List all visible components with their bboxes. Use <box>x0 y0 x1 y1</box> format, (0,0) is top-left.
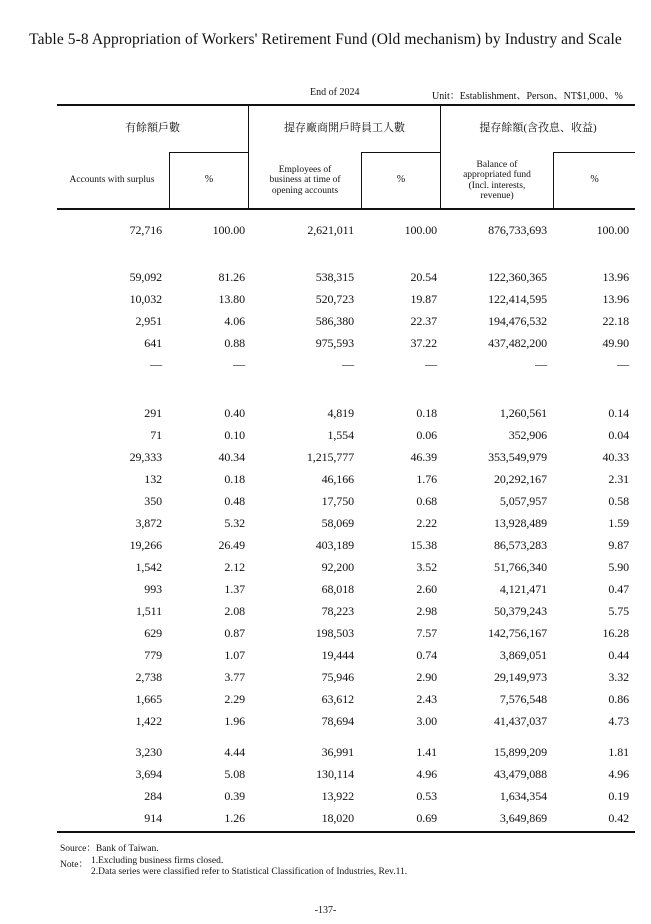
table-row <box>0 291 651 307</box>
table-cell: 3,230 <box>135 745 162 759</box>
table-cell: 3,649,869 <box>499 811 547 825</box>
table-cell: 352,906 <box>508 428 547 442</box>
table-cell: 13.80 <box>218 292 245 306</box>
table-cell: 13.96 <box>602 292 629 306</box>
table-cell: 629 <box>144 626 162 640</box>
table-cell: 0.44 <box>608 648 629 662</box>
table-cell: 4,121,471 <box>499 582 547 596</box>
table-cell: 58,069 <box>321 516 354 530</box>
table-cell: 3,694 <box>135 767 162 781</box>
table-row <box>0 335 651 351</box>
table-cell: 51,766,340 <box>493 560 547 574</box>
table-row <box>0 603 651 619</box>
table-row <box>0 427 651 443</box>
table-row <box>0 313 651 329</box>
table-cell: 0.53 <box>416 789 437 803</box>
table-cell: 538,315 <box>315 270 354 284</box>
header-percent: % <box>396 174 406 186</box>
table-cell: 41,437,037 <box>493 714 547 728</box>
table-row <box>0 537 651 553</box>
table-cell: 46,166 <box>321 472 354 486</box>
header-percent: % <box>590 174 599 186</box>
table-cell: 43,479,088 <box>493 767 547 781</box>
table-cell: 2.98 <box>416 604 437 618</box>
table-cell: 350 <box>144 494 162 508</box>
header-employees: Employees of business at time of opening accounts <box>269 164 341 196</box>
table-row <box>0 810 651 826</box>
table-cell: 86,573,283 <box>493 538 547 552</box>
table-cell: 22.18 <box>602 314 629 328</box>
table-cell: — <box>342 357 354 371</box>
table-cell: 15,899,209 <box>493 745 547 759</box>
table-cell: — <box>535 357 547 371</box>
table-cell: 36,991 <box>321 745 354 759</box>
table-cell: 1.26 <box>224 811 245 825</box>
table-cell: 284 <box>144 789 162 803</box>
table-row <box>0 559 651 575</box>
table-cell: 142,756,167 <box>488 626 547 640</box>
table-cell: 20,292,167 <box>493 472 547 486</box>
table-cell: 7,576,548 <box>499 692 547 706</box>
table-cell: — <box>150 357 162 371</box>
table-cell: — <box>425 357 437 371</box>
table-cell: 72,716 <box>129 223 162 237</box>
table-cell: 2,951 <box>135 314 162 328</box>
table-cell: 1,634,354 <box>499 789 547 803</box>
table-cell: 0.86 <box>608 692 629 706</box>
table-cell: 1.41 <box>416 745 437 759</box>
table-cell: 0.18 <box>224 472 245 486</box>
table-cell: 4.44 <box>224 745 245 759</box>
table-cell: 437,482,200 <box>488 336 547 350</box>
table-cell: 2.31 <box>608 472 629 486</box>
table-cell: 0.39 <box>224 789 245 803</box>
table-cell: 29,149,973 <box>493 670 547 684</box>
table-cell: 40.33 <box>602 450 629 464</box>
table-row <box>0 515 651 531</box>
table-cell: 291 <box>144 406 162 420</box>
table-row <box>0 713 651 729</box>
table-row <box>0 647 651 663</box>
table-cell: 20.54 <box>410 270 437 284</box>
table-cell: 1,511 <box>135 604 162 618</box>
table-cell: 4,819 <box>327 406 354 420</box>
table-row <box>0 744 651 760</box>
table-cell: 19,444 <box>321 648 354 662</box>
table-cell: 353,549,979 <box>488 450 547 464</box>
table-cell: 2.90 <box>416 670 437 684</box>
table-cell: 16.28 <box>602 626 629 640</box>
table-cell: 0.58 <box>608 494 629 508</box>
table-cell: 19,266 <box>129 538 162 552</box>
header-balance: Balance of appropriated fund (Incl. interests, revenue) <box>463 159 531 201</box>
table-cell: 1.81 <box>608 745 629 759</box>
table-cell: 100.00 <box>212 223 245 237</box>
note-line-1: 1.Excluding business firms closed. <box>91 856 224 866</box>
note-label: Note： <box>60 860 88 870</box>
table-row <box>0 788 651 804</box>
table-cell: 1.59 <box>608 516 629 530</box>
table-cell: 78,694 <box>321 714 354 728</box>
table-cell: 9.87 <box>608 538 629 552</box>
table-cell: 5.75 <box>608 604 629 618</box>
table-cell: 2.08 <box>224 604 245 618</box>
table-cell: 2.29 <box>224 692 245 706</box>
table-cell: 0.87 <box>224 626 245 640</box>
table-cell: 75,946 <box>321 670 354 684</box>
table-cell: 63,612 <box>321 692 354 706</box>
table-cell: 779 <box>144 648 162 662</box>
table-row <box>0 691 651 707</box>
table-cell: 13,922 <box>321 789 354 803</box>
table-cell: 0.47 <box>608 582 629 596</box>
table-cell: 2,621,011 <box>307 223 354 237</box>
table-cell: 0.88 <box>224 336 245 350</box>
table-cell: 876,733,693 <box>488 223 547 237</box>
page-number: -137- <box>314 905 337 916</box>
table-cell: 26.49 <box>218 538 245 552</box>
table-cell: 5.08 <box>224 767 245 781</box>
table-cell: 22.37 <box>410 314 437 328</box>
table-row <box>0 449 651 465</box>
table-row <box>0 493 651 509</box>
table-cell: 1,422 <box>135 714 162 728</box>
table-row <box>0 405 651 421</box>
header-accounts-with-surplus: Accounts with surplus <box>69 175 155 186</box>
table-cell: 0.68 <box>416 494 437 508</box>
table-cell: 100.00 <box>596 223 629 237</box>
table-cell: 586,380 <box>315 314 354 328</box>
table-cell: 71 <box>150 428 162 442</box>
table-cell: 4.96 <box>416 767 437 781</box>
table-cell: 13.96 <box>602 270 629 284</box>
table-cell: 403,189 <box>315 538 354 552</box>
table-cell: 100.00 <box>404 223 437 237</box>
table-cell: 5,057,957 <box>499 494 547 508</box>
table-cell: 2.60 <box>416 582 437 596</box>
table-cell: 59,092 <box>129 270 162 284</box>
table-cell: — <box>233 357 245 371</box>
table-cell: 0.19 <box>608 789 629 803</box>
table-cell: 2,738 <box>135 670 162 684</box>
table-cell: 132 <box>144 472 162 486</box>
table-cell: 81.26 <box>218 270 245 284</box>
table-cell: 0.10 <box>224 428 245 442</box>
table-cell: 1.96 <box>224 714 245 728</box>
header-group-balance: 提存餘額(含孜息、收益) <box>479 121 597 134</box>
table-cell: 2.43 <box>416 692 437 706</box>
table-cell: 0.14 <box>608 406 629 420</box>
table-row <box>0 269 651 285</box>
table-cell: 0.06 <box>416 428 437 442</box>
table-title: Table 5-8 Appropriation of Workers' Retirement Fund (Old mechanism) by Industry and Scale <box>29 31 622 48</box>
table-cell: 1,542 <box>135 560 162 574</box>
source-note: Source：Bank of Taiwan. <box>60 844 159 854</box>
table-row <box>0 356 651 372</box>
header-percent: % <box>204 174 214 186</box>
table-cell: 1,215,777 <box>306 450 354 464</box>
table-cell: 3.32 <box>608 670 629 684</box>
reference-date: End of 2024 <box>310 87 360 98</box>
table-cell: 15.38 <box>410 538 437 552</box>
table-row <box>0 669 651 685</box>
table-cell: 19.87 <box>410 292 437 306</box>
table-row <box>0 766 651 782</box>
unit-note: Unit：Establishment、Person、NT$1,000、% <box>432 91 623 102</box>
table-row <box>0 222 651 238</box>
table-cell: 0.40 <box>224 406 245 420</box>
table-cell: 46.39 <box>410 450 437 464</box>
table-cell: 1,665 <box>135 692 162 706</box>
table-cell: 5.90 <box>608 560 629 574</box>
table-cell: 520,723 <box>315 292 354 306</box>
table-cell: 10,032 <box>129 292 162 306</box>
table-cell: 198,503 <box>315 626 354 640</box>
table-row <box>0 625 651 641</box>
table-cell: 4.73 <box>608 714 629 728</box>
table-cell: 78,223 <box>321 604 354 618</box>
table-cell: 49.90 <box>602 336 629 350</box>
table-cell: 3,872 <box>135 516 162 530</box>
table-cell: 1.37 <box>224 582 245 596</box>
table-cell: 40.34 <box>218 450 245 464</box>
table-cell: 13,928,489 <box>493 516 547 530</box>
table-cell: 3.77 <box>224 670 245 684</box>
table-cell: 3.00 <box>416 714 437 728</box>
table-cell: 975,593 <box>315 336 354 350</box>
table-cell: 0.48 <box>224 494 245 508</box>
table-cell: 0.42 <box>608 811 629 825</box>
table-cell: 17,750 <box>321 494 354 508</box>
table-cell: 0.04 <box>608 428 629 442</box>
table-cell: 1.07 <box>224 648 245 662</box>
table-cell: 194,476,532 <box>488 314 547 328</box>
header-group-accounts: 有餘額戶數 <box>125 121 180 134</box>
table-cell: 130,114 <box>316 767 354 781</box>
table-cell: 3.52 <box>416 560 437 574</box>
table-cell: — <box>617 357 629 371</box>
table-cell: 50,379,243 <box>493 604 547 618</box>
table-cell: 993 <box>144 582 162 596</box>
table-cell: 3,869,051 <box>499 648 547 662</box>
table-cell: 1.76 <box>416 472 437 486</box>
table-cell: 2.12 <box>224 560 245 574</box>
table-cell: 0.74 <box>416 648 437 662</box>
table-cell: 0.69 <box>416 811 437 825</box>
table-cell: 68,018 <box>321 582 354 596</box>
table-cell: 0.18 <box>416 406 437 420</box>
table-row <box>0 471 651 487</box>
table-cell: 122,414,595 <box>488 292 547 306</box>
table-row <box>0 581 651 597</box>
table-cell: 1,554 <box>327 428 354 442</box>
table-cell: 914 <box>144 811 162 825</box>
table-cell: 4.96 <box>608 767 629 781</box>
table-cell: 4.06 <box>224 314 245 328</box>
header-group-employees: 提存廠商開戶時員工人數 <box>284 121 405 134</box>
note-line-2: 2.Data series were classified refer to Statistical Classification of Industries, Rev.11. <box>91 867 408 877</box>
table-cell: 29,333 <box>129 450 162 464</box>
table-cell: 5.32 <box>224 516 245 530</box>
table-cell: 18,020 <box>321 811 354 825</box>
table-cell: 641 <box>144 336 162 350</box>
table-cell: 1,260,561 <box>499 406 547 420</box>
table-cell: 122,360,365 <box>488 270 547 284</box>
table-cell: 92,200 <box>321 560 354 574</box>
table-cell: 37.22 <box>410 336 437 350</box>
table-cell: 7.57 <box>416 626 437 640</box>
table-cell: 2.22 <box>416 516 437 530</box>
